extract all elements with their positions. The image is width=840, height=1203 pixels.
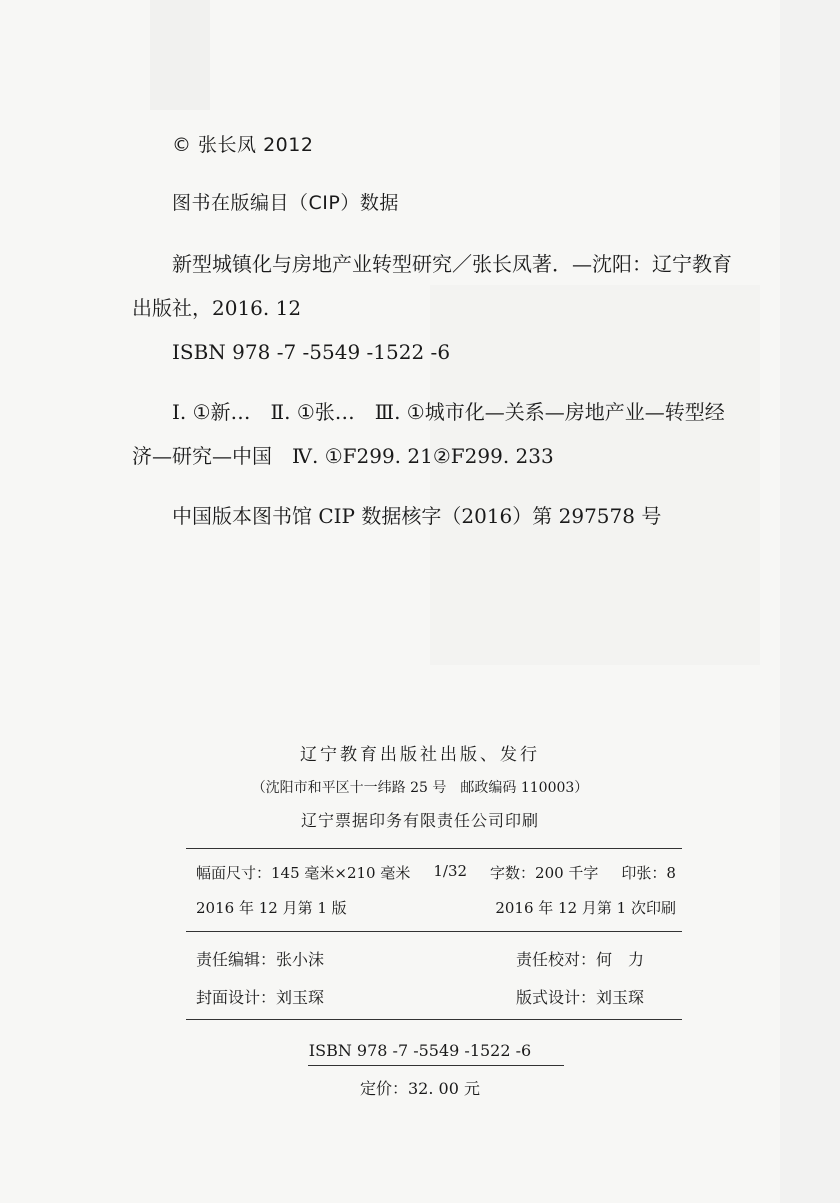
layout-designer: 版式设计：刘玉琛 xyxy=(516,988,645,1007)
responsible-proofreader: 责任校对：何 力 xyxy=(516,950,645,969)
divider-bottom xyxy=(186,1019,682,1020)
isbn-underline xyxy=(308,1065,564,1066)
cip-bibliographic-entry: 新型城镇化与房地产业转型研究／张长凤著．—沈阳：辽宁教育出版社，2016. 12 xyxy=(132,252,732,320)
word-count: 字数：200 千字 xyxy=(490,864,599,882)
publisher-name: 辽宁教育出版社出版、发行 xyxy=(300,745,540,765)
price: 定价：32. 00 元 xyxy=(360,1079,480,1098)
cip-record xyxy=(132,242,732,538)
printer-name: 辽宁票据印务有限责任公司印刷 xyxy=(300,811,539,830)
publisher-address: （沈阳市和平区十一纬路 25 号 邮政编码 110003） xyxy=(251,780,589,796)
staff-row-design xyxy=(196,985,676,1008)
spec-row-edition xyxy=(196,897,676,918)
printed-sheets: 印张：8 xyxy=(621,864,676,882)
folio: 1/32 xyxy=(433,862,468,880)
responsible-editor: 责任编辑：张小沫 xyxy=(196,950,325,969)
cip-classification: Ⅰ. ①新… Ⅱ. ①张… Ⅲ. ①城市化—关系—房地产业—转型经济—研究—中国 Ⅳ. ①F299. 21②F299. 233 xyxy=(132,400,725,468)
spec-row-format xyxy=(196,862,676,883)
copyright-line: © 张长凤 2012 xyxy=(172,134,314,156)
staff-row-editing xyxy=(196,947,676,970)
cover-designer: 封面设计：刘玉琛 xyxy=(196,988,325,1007)
format-size: 幅面尺寸：145 毫米×210 毫米 xyxy=(196,864,411,882)
divider-top xyxy=(186,848,682,849)
divider-middle xyxy=(186,931,682,932)
cip-isbn: ISBN 978 -7 -5549 -1522 -6 xyxy=(172,340,451,364)
cip-heading: 图书在版编目（CIP）数据 xyxy=(172,192,399,214)
cip-record-number: 中国版本图书馆 CIP 数据核字（2016）第 297578 号 xyxy=(172,504,662,528)
footer-isbn: ISBN 978 -7 -5549 -1522 -6 xyxy=(308,1041,532,1060)
edition: 2016 年 12 月第 1 版 xyxy=(196,899,347,917)
printing: 2016 年 12 月第 1 次印刷 xyxy=(495,899,676,917)
